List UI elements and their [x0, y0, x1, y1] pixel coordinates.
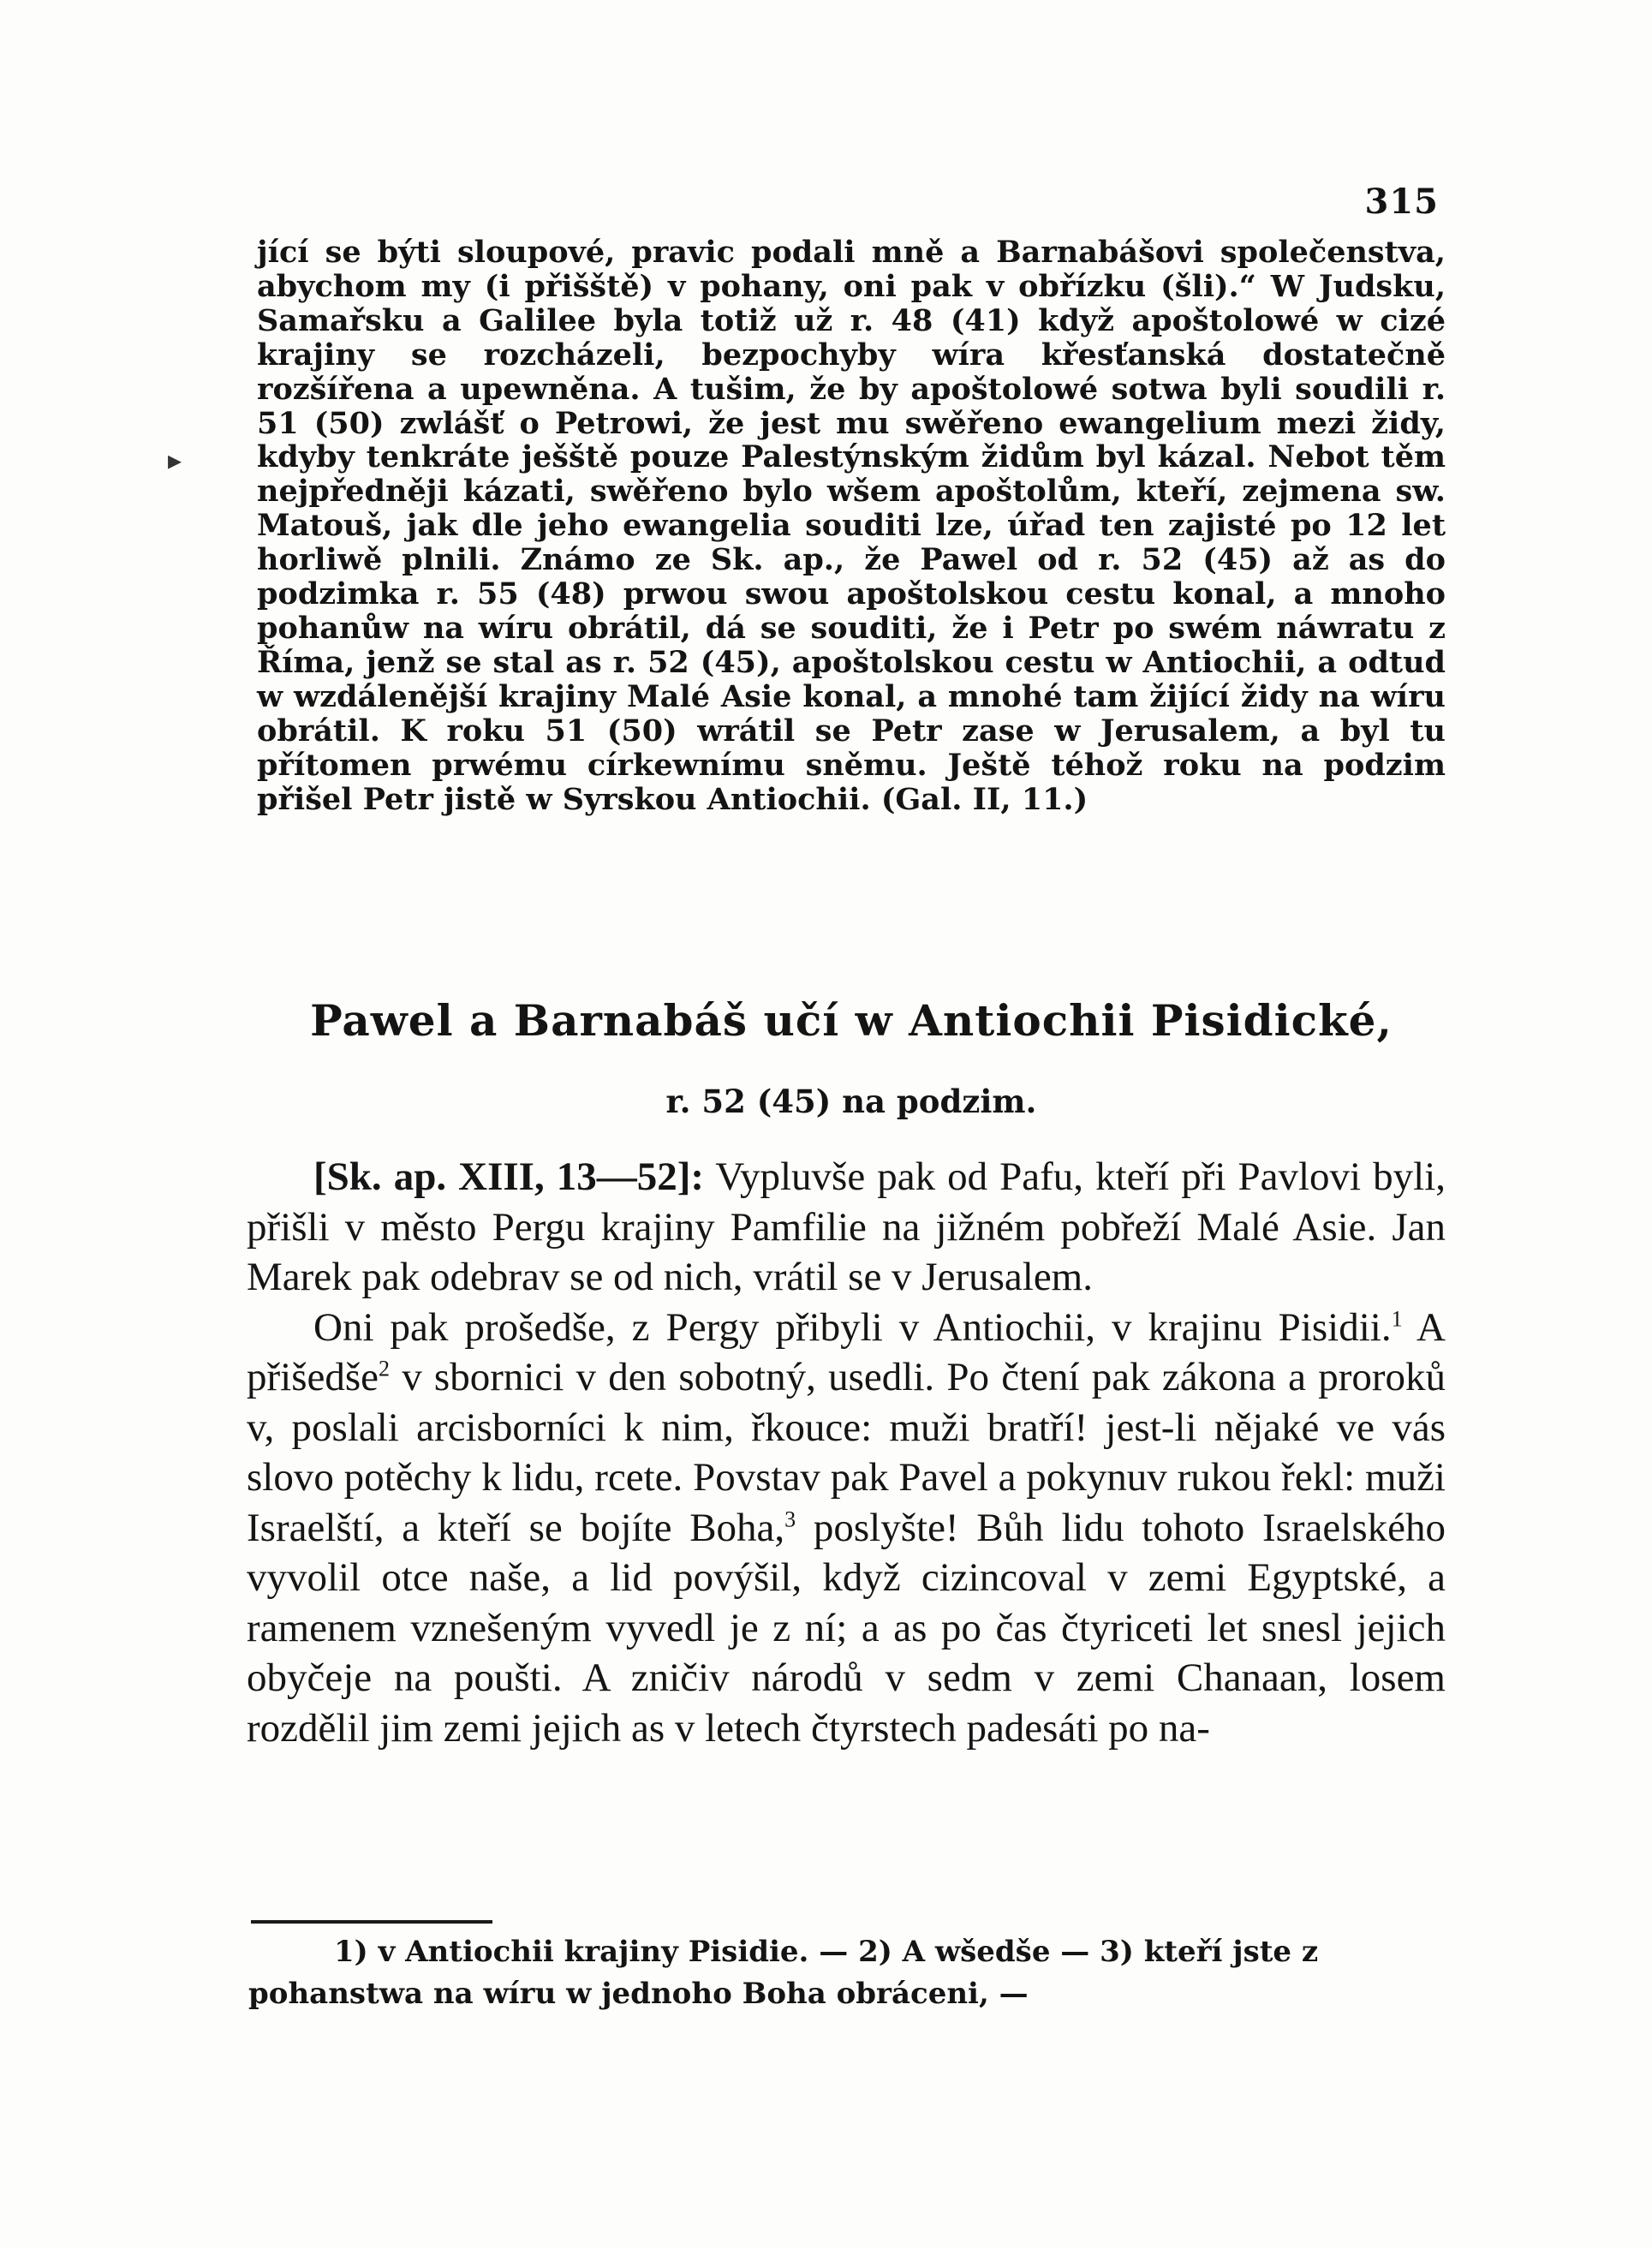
- paragraph-2-text-b: A přišedše: [247, 1304, 1446, 1399]
- section-title: Pawel a Barnabáš učí w Antiochii Pisidické,: [310, 995, 1393, 1046]
- intro-paragraph: [257, 236, 1446, 816]
- footnotes: [248, 1931, 1447, 2015]
- paragraph-1: [247, 1152, 1446, 1303]
- paragraph-2-text-c: v sbornici v den sobotný, usedli. Po čtení pak zákona a proroků v, poslali arcisborníci k nim, řkouce: muži bratří! jest-li nějaké ve vás slovo potěchy k lidu, rcete. Povstav pak Pavel a pokynuv rukou řekl: muži Israelští, a kteří se bojíte Boha,: [247, 1355, 1446, 1550]
- paragraph-2: [247, 1303, 1446, 1754]
- section-subtitle: r. 52 (45) na podzim.: [665, 1083, 1037, 1120]
- paragraph-2-text-d: poslyšte! Bůh lidu tohoto Israelského vyvolil otce naše, a lid povýšil, když cizincoval v zemi Egyptské, a ramenem vznešeným vyvedl je z ní; a as po čas čtyriceti let snesl jejich obyčeje na poušti. A zničiv národů v sedm v zemi Chanaan, losem rozdělil jim zemi jejich as v letech čtyrstech padesáti po na-: [247, 1505, 1446, 1751]
- page-number: 315: [1364, 182, 1439, 222]
- main-text: [247, 1152, 1446, 1753]
- paragraph-2-text-a: Oni pak prošedše, z Pergy přibyli v Antiochii, v krajinu Pisidii.: [313, 1304, 1392, 1350]
- footnote-divider: [251, 1920, 492, 1924]
- margin-mark: ▸: [168, 444, 182, 476]
- footnote-mark-3: 3: [784, 1506, 796, 1531]
- scripture-reference: [Sk. ap. XIII, 13—52]:: [313, 1154, 705, 1199]
- footnote-mark-1: 1: [1391, 1305, 1403, 1331]
- footnotes-text: 1) v Antiochii krajiny Pisidie. — 2) A wšedše — 3) kteří jste z pohanstwa na wíru w jednoho Boha obráceni, —: [248, 1935, 1319, 2011]
- footnote-mark-2: 2: [379, 1356, 391, 1381]
- intro-text: jící se býti sloupové, pravic podali mně a Barnabášovi společenstva, abychom my (i přišště) v pohany, oni pak v obřízku (šli).“ W Judsku, Samařsku a Galilee byla totiž už r. 48 (41) když apoštolowé w cizé krajiny se rozcházeli, bezpochyby wíra křesťanská dostatečně rozšířena a upewněna. A tušim, že by apoštolowé sotwa byli soudili r. 51 (50) zwlášť o Petrowi, že jest mu swěřeno ewangelium mezi židy, kdyby tenkráte ješště pouze Palestýnským židům byl kázal. Nebot těm nejpředněji kázati, swěřeno bylo wšem apoštolům, kteří, zejmena sw. Matouš, jak dle jeho ewangelia souditi lze, úřad ten zajisté po 12 let horliwě plnili. Známo ze Sk. ap., že Pawel od r. 52 (45) až as do podzimka r. 55 (48) prwou swou apoštolskou cestu konal, a mnoho pohanůw na wíru obrátil, dá se souditi, že i Petr po swém náwratu z Říma, jenž se stal as r. 52 (45), apoštolskou cestu w Antiochii, a odtud w wzdálenější krajiny Malé Asie konal, a mnohé tam žijící židy na wíru obrátil. K roku 51 (50) wrátil se Petr zase w Jerusalem, a byl tu přítomen prwému církewnímu sněmu. Ještě téhož roku na podzim přišel Petr jistě w Syrskou Antiochii. (Gal. II, 11.): [257, 235, 1446, 817]
- paragraph-1-text: Vypluvše pak od Pafu, kteří při Pavlovi byli, přišli v město Pergu krajiny Pamfilie na jižném pobřeží Malé Asie. Jan Marek pak odebrav se od nich, vrátil se v Jerusalem.: [247, 1154, 1446, 1299]
